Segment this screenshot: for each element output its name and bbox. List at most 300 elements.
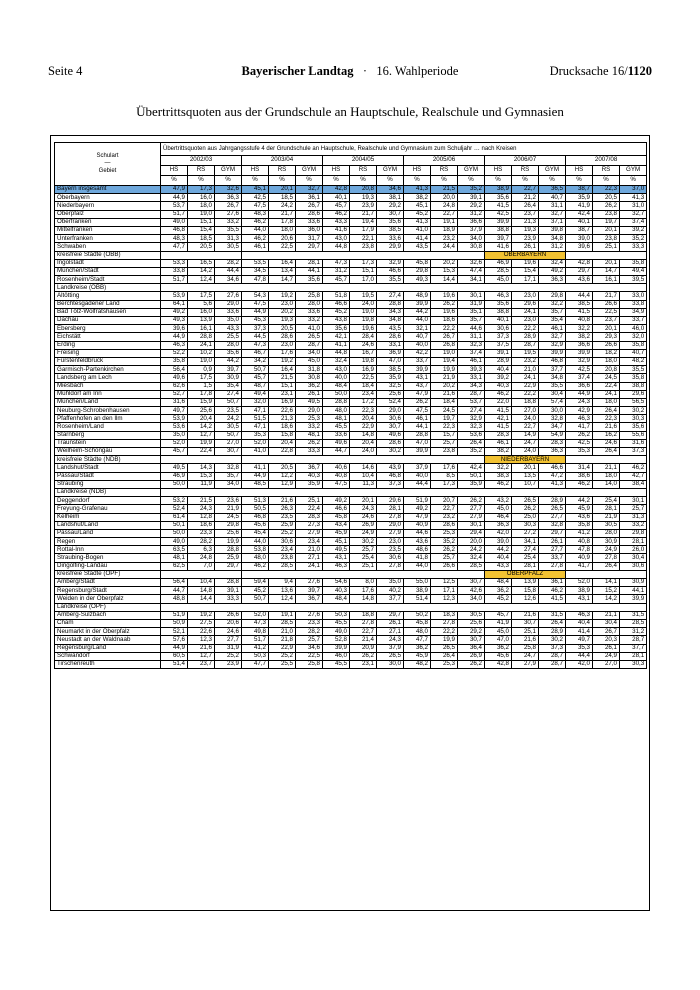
row-value: 45,8 <box>404 259 431 267</box>
row-value: 22,1 <box>350 235 377 243</box>
row-value: 46,3 <box>566 611 593 619</box>
type-header: GYM <box>458 166 485 176</box>
row-value: 53,2 <box>161 497 188 505</box>
row-value: 53,7 <box>161 202 188 210</box>
row-label: Eichstätt <box>55 333 161 341</box>
row-value: 46,0 <box>620 325 647 333</box>
table-row <box>55 448 647 456</box>
row-value: 28,6 <box>296 210 323 218</box>
row-value: 44,8 <box>323 243 350 251</box>
corner-cell <box>55 143 161 186</box>
row-value: 36,2 <box>485 644 512 652</box>
row-value: 40,8 <box>566 538 593 546</box>
row-value: 34,6 <box>296 644 323 652</box>
row-value: 37,3 <box>539 644 566 652</box>
row-value: 31,9 <box>215 644 242 652</box>
row-value: 56,5 <box>620 398 647 406</box>
row-value: 18,8 <box>512 398 539 406</box>
row-value: 43,2 <box>485 497 512 505</box>
row-value: 18,3 <box>431 611 458 619</box>
row-value: 19,5 <box>512 349 539 357</box>
row-value: 44,4 <box>566 652 593 660</box>
row-value: 28,9 <box>539 497 566 505</box>
corner-line: — <box>104 160 111 167</box>
row-value: 29,0 <box>377 521 404 529</box>
row-value: 35,2 <box>458 448 485 456</box>
institution: Bayerischer Landtag <box>241 64 354 78</box>
row-value: 44,9 <box>566 390 593 398</box>
row-value: 23,8 <box>269 554 296 562</box>
row-value: 22,7 <box>431 210 458 218</box>
row-value: 23,6 <box>215 497 242 505</box>
row-value: 31,6 <box>161 398 188 406</box>
row-value: 43,3 <box>485 562 512 570</box>
row-value: 45,1 <box>323 538 350 546</box>
row-value: 47,4 <box>458 267 485 275</box>
row-value: 21,9 <box>215 505 242 513</box>
row-value: 35,0 <box>161 431 188 439</box>
row-value: 20,9 <box>350 644 377 652</box>
row-value: 51,9 <box>161 611 188 619</box>
row-value: 20,1 <box>350 497 377 505</box>
row-value: 14,2 <box>188 267 215 275</box>
unit-header: % <box>485 176 512 186</box>
row-value: 24,3 <box>188 505 215 513</box>
row-value: 22,3 <box>350 407 377 415</box>
table-row <box>55 554 647 562</box>
row-value: 38,5 <box>566 300 593 308</box>
row-value: 37,3 <box>242 325 269 333</box>
row-value: 52,0 <box>242 611 269 619</box>
row-value: 45,7 <box>485 611 512 619</box>
row-value: 34,1 <box>512 538 539 546</box>
row-value: 34,2 <box>242 357 269 365</box>
row-value: 16,1 <box>188 325 215 333</box>
row-value: 33,8 <box>620 300 647 308</box>
table-row <box>55 259 647 267</box>
section-label: kreisfreie Städte (OBB) <box>55 251 161 259</box>
row-value: 30,6 <box>620 562 647 570</box>
row-value: 60,5 <box>161 652 188 660</box>
section-spacer <box>161 284 647 292</box>
row-value: 40,3 <box>485 382 512 390</box>
row-value: 27,5 <box>188 619 215 627</box>
row-value: 26,5 <box>377 652 404 660</box>
row-value: 22,7 <box>431 505 458 513</box>
table-row <box>55 267 647 275</box>
row-value: 40,6 <box>323 464 350 472</box>
row-value: 42,8 <box>323 186 350 194</box>
row-value: 15,3 <box>431 267 458 275</box>
table-row <box>55 431 647 439</box>
section-spacer <box>566 456 647 464</box>
row-value: 19,5 <box>350 292 377 300</box>
row-value: 24,6 <box>593 439 620 447</box>
row-value: 15,7 <box>431 431 458 439</box>
row-value: 25,4 <box>350 554 377 562</box>
row-value: 21,5 <box>269 374 296 382</box>
row-value: 31,2 <box>458 210 485 218</box>
type-header: HS <box>485 166 512 176</box>
row-value: 19,1 <box>431 218 458 226</box>
row-value: 28,5 <box>269 562 296 570</box>
row-value: 27,2 <box>512 529 539 537</box>
table-row <box>55 480 647 488</box>
row-value: 30,9 <box>620 579 647 587</box>
row-value: 22,5 <box>296 652 323 660</box>
row-value: 23,8 <box>593 210 620 218</box>
row-value: 27,7 <box>458 505 485 513</box>
row-value: 41,5 <box>485 407 512 415</box>
table-row <box>55 407 647 415</box>
unit-header: % <box>188 176 215 186</box>
table-row <box>55 505 647 513</box>
row-value: 18,0 <box>593 472 620 480</box>
row-value: 19,9 <box>215 538 242 546</box>
unit-header: % <box>620 176 647 186</box>
row-value: 32,1 <box>404 325 431 333</box>
unit-header: % <box>566 176 593 186</box>
row-value: 21,9 <box>431 374 458 382</box>
row-value: 14,8 <box>350 431 377 439</box>
row-value: 46,8 <box>242 513 269 521</box>
row-value: 48,0 <box>404 628 431 636</box>
row-value: 47,2 <box>539 472 566 480</box>
row-value: 28,6 <box>431 521 458 529</box>
row-value: 47,9 <box>404 513 431 521</box>
row-value: 18,6 <box>188 521 215 529</box>
row-value: 31,8 <box>296 366 323 374</box>
row-value: 37,3 <box>620 448 647 456</box>
row-value: 26,0 <box>620 546 647 554</box>
region-band: OBERBAYERN <box>485 251 566 259</box>
section-header-row <box>55 284 647 292</box>
row-value: 38,7 <box>566 226 593 234</box>
row-value: 22,2 <box>512 325 539 333</box>
row-value: 28,7 <box>458 390 485 398</box>
row-value: 37,9 <box>377 644 404 652</box>
row-value: 37,9 <box>458 226 485 234</box>
row-value: 25,6 <box>377 390 404 398</box>
row-value: 28,3 <box>539 439 566 447</box>
row-value: 41,0 <box>404 226 431 234</box>
row-value: 27,8 <box>377 562 404 570</box>
row-value: 26,7 <box>296 202 323 210</box>
row-value: 50,2 <box>404 611 431 619</box>
row-value: 19,6 <box>512 259 539 267</box>
row-value: 21,6 <box>512 636 539 644</box>
row-value: 46,1 <box>485 439 512 447</box>
row-value: 41,2 <box>242 644 269 652</box>
region-band: OBERPFALZ <box>485 570 566 578</box>
row-value: 44,2 <box>566 497 593 505</box>
row-value: 27,8 <box>431 619 458 627</box>
row-value: 45,5 <box>323 660 350 668</box>
row-value: 36,1 <box>539 579 566 587</box>
row-value: 42,1 <box>323 333 350 341</box>
row-value: 47,0 <box>485 636 512 644</box>
row-value: 19,6 <box>431 292 458 300</box>
row-value: 29,6 <box>377 497 404 505</box>
row-value: 42,5 <box>566 439 593 447</box>
row-value: 19,0 <box>188 357 215 365</box>
row-value: 21,7 <box>350 210 377 218</box>
type-header: GYM <box>539 166 566 176</box>
row-value: 1,5 <box>188 382 215 390</box>
row-value: 39,6 <box>566 243 593 251</box>
row-value: 47,3 <box>323 259 350 267</box>
row-value: 50,7 <box>215 431 242 439</box>
row-value: 38,2 <box>485 448 512 456</box>
row-value: 29,9 <box>377 243 404 251</box>
row-value: 34,7 <box>539 423 566 431</box>
row-value: 14,6 <box>350 464 377 472</box>
row-value: 19,1 <box>269 611 296 619</box>
row-value: 36,2 <box>296 382 323 390</box>
row-value: 33,1 <box>377 341 404 349</box>
row-value: 29,0 <box>215 300 242 308</box>
row-value: 53,5 <box>242 259 269 267</box>
row-value: 45,6 <box>242 521 269 529</box>
row-value: 44,1 <box>404 423 431 431</box>
row-value: 57,4 <box>539 398 566 406</box>
row-value: 17,6 <box>431 464 458 472</box>
row-value: 25,7 <box>620 505 647 513</box>
row-value: 27,6 <box>215 210 242 218</box>
row-value: 10,4 <box>350 472 377 480</box>
row-value: 27,4 <box>458 407 485 415</box>
row-value: 14,1 <box>593 579 620 587</box>
row-value: 17,3 <box>188 186 215 194</box>
row-value: 46,2 <box>242 235 269 243</box>
row-value: 12,7 <box>188 652 215 660</box>
type-header: RS <box>512 166 539 176</box>
row-value: 32,2 <box>566 325 593 333</box>
table-row <box>55 374 647 382</box>
row-value: 18,5 <box>269 194 296 202</box>
row-value: 26,4 <box>539 619 566 627</box>
row-value: 19,6 <box>431 308 458 316</box>
row-value: 35,8 <box>161 357 188 365</box>
row-value: 30,3 <box>620 415 647 423</box>
row-value: 21,3 <box>269 415 296 423</box>
row-value: 21,9 <box>593 513 620 521</box>
row-value: 40,0 <box>404 472 431 480</box>
row-value: 37,5 <box>485 341 512 349</box>
row-value: 46,8 <box>539 357 566 365</box>
row-value: 46,2 <box>620 464 647 472</box>
row-value: 44,2 <box>404 308 431 316</box>
row-value: 34,0 <box>296 349 323 357</box>
section-spacer <box>161 603 647 611</box>
row-value: 49,3 <box>404 276 431 284</box>
row-value: 57,6 <box>161 636 188 644</box>
row-value: 52,4 <box>161 505 188 513</box>
row-value: 52,0 <box>566 579 593 587</box>
row-value: 42,8 <box>566 259 593 267</box>
row-value: 28,0 <box>593 529 620 537</box>
row-value: 31,3 <box>215 235 242 243</box>
row-label: Rosenheim/Land <box>55 423 161 431</box>
row-value: 23,4 <box>296 538 323 546</box>
row-value: 42,4 <box>566 210 593 218</box>
type-header: HS <box>161 166 188 176</box>
row-value: 22,0 <box>485 398 512 406</box>
row-value: 20,4 <box>188 415 215 423</box>
row-value: 51,4 <box>161 660 188 668</box>
row-value: 10,7 <box>512 480 539 488</box>
row-value: 43,8 <box>323 317 350 325</box>
row-value: 32,7 <box>539 333 566 341</box>
row-value: 30,7 <box>458 579 485 587</box>
row-value: 30,1 <box>620 497 647 505</box>
row-value: 35,6 <box>377 218 404 226</box>
row-value: 23,9 <box>512 235 539 243</box>
table-row <box>55 357 647 365</box>
unit-header: % <box>161 176 188 186</box>
row-value: 21,6 <box>188 644 215 652</box>
row-value: 51,7 <box>161 210 188 218</box>
row-value: 25,4 <box>593 497 620 505</box>
row-label: Oberpfalz <box>55 210 161 218</box>
row-value: 44,9 <box>242 308 269 316</box>
row-value: 23,2 <box>512 357 539 365</box>
row-value: 30,5 <box>215 243 242 251</box>
table-row <box>55 595 647 603</box>
row-value: 20,1 <box>269 186 296 194</box>
row-value: 50,3 <box>242 652 269 660</box>
row-value: 28,3 <box>296 513 323 521</box>
row-value: 15,1 <box>269 382 296 390</box>
row-value: 16,5 <box>188 259 215 267</box>
section-header-row <box>55 570 647 578</box>
row-value: 15,8 <box>512 587 539 595</box>
row-value: 25,6 <box>458 619 485 627</box>
row-value: 26,2 <box>431 546 458 554</box>
row-value: 44,0 <box>242 538 269 546</box>
row-value: 27,4 <box>215 390 242 398</box>
row-value: 44,0 <box>404 562 431 570</box>
row-value: 21,2 <box>512 194 539 202</box>
row-value: 19,0 <box>188 210 215 218</box>
row-value: 36,6 <box>566 382 593 390</box>
row-value: 45,0 <box>485 505 512 513</box>
header-separator: · <box>362 64 367 78</box>
row-value: 14,9 <box>512 431 539 439</box>
row-value: 49,7 <box>161 407 188 415</box>
row-value: 35,6 <box>323 325 350 333</box>
row-value: 33,8 <box>161 267 188 275</box>
row-value: 44,9 <box>161 333 188 341</box>
row-value: 32,3 <box>458 423 485 431</box>
row-value: 46,1 <box>404 415 431 423</box>
row-value: 24,2 <box>458 546 485 554</box>
row-value: 27,7 <box>215 636 242 644</box>
table-row <box>55 300 647 308</box>
row-value: 35,7 <box>458 317 485 325</box>
row-value: 28,0 <box>215 341 242 349</box>
row-value: 18,5 <box>188 235 215 243</box>
row-value: 36,2 <box>485 587 512 595</box>
year-header: 2002/03 <box>161 156 242 166</box>
row-value: 43,1 <box>404 374 431 382</box>
row-value: 22,2 <box>431 325 458 333</box>
row-value: 28,2 <box>296 628 323 636</box>
row-value: 42,7 <box>620 472 647 480</box>
row-value: 42,9 <box>566 407 593 415</box>
type-header: HS <box>323 166 350 176</box>
row-value: 30,4 <box>620 554 647 562</box>
row-value: 30,8 <box>458 243 485 251</box>
row-value: 39,5 <box>620 276 647 284</box>
row-value: 21,6 <box>431 390 458 398</box>
row-value: 50,1 <box>161 521 188 529</box>
row-label: Dachau <box>55 317 161 325</box>
row-value: 23,3 <box>296 619 323 627</box>
row-value: 33,6 <box>377 235 404 243</box>
row-value: 29,8 <box>620 529 647 537</box>
row-value: 32,4 <box>539 259 566 267</box>
row-value: 23,1 <box>269 390 296 398</box>
row-value: 29,3 <box>593 333 620 341</box>
unit-header: % <box>377 176 404 186</box>
region-row <box>55 210 647 218</box>
row-value: 8,5 <box>431 472 458 480</box>
row-value: 22,3 <box>593 415 620 423</box>
row-value: 48,4 <box>485 579 512 587</box>
row-value: 45,0 <box>485 628 512 636</box>
row-value: 39,0 <box>485 538 512 546</box>
row-value: 25,4 <box>512 554 539 562</box>
row-value: 46,2 <box>485 390 512 398</box>
row-value: 24,7 <box>512 439 539 447</box>
row-value: 23,7 <box>188 660 215 668</box>
row-value: 14,0 <box>593 480 620 488</box>
row-label: Passau/Land <box>55 529 161 537</box>
row-value: 12,6 <box>512 595 539 603</box>
row-label: Unterfranken <box>55 235 161 243</box>
row-label: Erding <box>55 341 161 349</box>
row-value: 15,4 <box>188 226 215 234</box>
row-value: 30,1 <box>458 292 485 300</box>
legislative-period: 16. Wahlperiode <box>376 64 459 78</box>
row-value: 18,6 <box>431 317 458 325</box>
table-topic: Übertrittsquoten aus Jahrgangsstufe 4 der Grundschule an Hauptschule, Realschule und Gymnasium zum Schuljahr … nach Kreisen <box>161 143 647 156</box>
row-value: 33,7 <box>620 317 647 325</box>
row-value: 39,0 <box>566 235 593 243</box>
row-value: 43,1 <box>323 554 350 562</box>
row-value: 46,0 <box>323 652 350 660</box>
row-value: 25,8 <box>296 292 323 300</box>
row-value: 19,2 <box>188 611 215 619</box>
row-value: 62,5 <box>161 562 188 570</box>
row-value: 28,5 <box>269 619 296 627</box>
row-label: Neumarkt in der Oberpfalz <box>55 628 161 636</box>
row-value: 17,2 <box>350 398 377 406</box>
row-value: 38,8 <box>485 308 512 316</box>
row-value: 22,5 <box>269 243 296 251</box>
row-label: Berchtesgadener Land <box>55 300 161 308</box>
row-value: 16,9 <box>350 366 377 374</box>
row-value: 38,4 <box>620 480 647 488</box>
row-value: 20,4 <box>350 439 377 447</box>
section-spacer <box>566 570 647 578</box>
row-value: 25,7 <box>431 554 458 562</box>
row-value: 41,7 <box>566 562 593 570</box>
row-value: 29,7 <box>215 562 242 570</box>
row-value: 26,4 <box>593 562 620 570</box>
row-value: 25,1 <box>296 497 323 505</box>
